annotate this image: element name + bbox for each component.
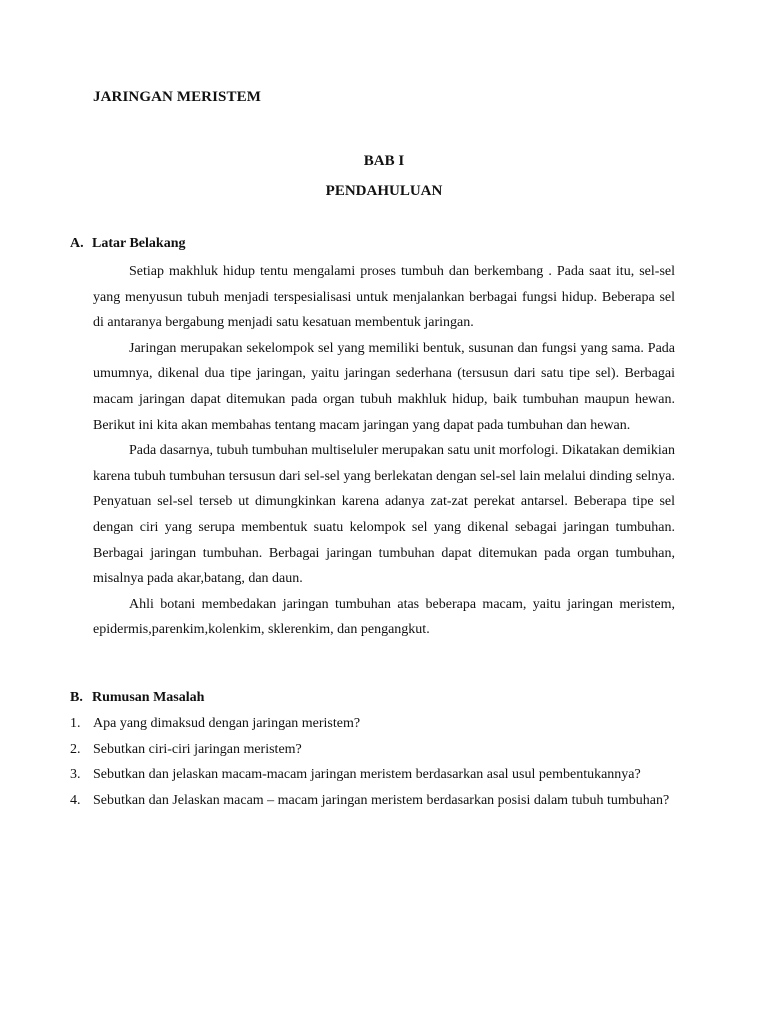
list-item-number: 1.	[70, 716, 81, 731]
chapter-number: BAB I	[363, 153, 405, 169]
section-b-heading	[70, 690, 204, 706]
section-a-title: Latar Belakang	[92, 236, 186, 251]
list-item	[70, 737, 690, 763]
list-item-text: Sebutkan dan jelaskan macam-macam jaringan meristem berdasarkan asal usul pembentukannya?	[93, 767, 641, 782]
chapter-title: PENDAHULUAN	[325, 183, 443, 199]
section-b-letter: B.	[70, 690, 83, 705]
list-item-number: 4.	[70, 792, 81, 808]
section-a-heading	[70, 236, 185, 252]
paragraph: Pada dasarnya, tubuh tumbuhan multiseluler merupakan satu unit morfologi. Dikatakan demikian karena tubuh tumbuhan tersusun dari sel-sel yang berlekatan dengan sel-sel lain melalui dinding selnya. Penyatuan sel-sel terseb ut dimungkinkan karena adanya zat-zat perekat antarsel. Beberapa tipe sel dengan ciri yang serupa membentuk suatu kelompok sel yang dikenal sebagai jaringan tumbuhan. Berbagai jaringan tumbuhan. Berbagai jaringan tumbuhan dapat ditemukan pada organ tumbuhan, misalnya pada akar,batang, dan daun.	[93, 443, 675, 587]
paragraph: Setiap makhluk hidup tentu mengalami proses tumbuh dan berkembang . Pada saat itu, sel-sel yang menyusun tubuh menjadi terspesialisasi untuk menjalankan berbagai fungsi hidup. Beberapa sel di antaranya bergabung menjadi satu kesatuan membentuk jaringan.	[93, 264, 675, 331]
paragraph: Jaringan merupakan sekelompok sel yang memiliki bentuk, susunan dan fungsi yang sama. Pada umumnya, dikenal dua tipe jaringan, yaitu jaringan sederhana (tersusun dari satu tipe sel). Berbagai macam jaringan dapat ditemukan pada organ tubuh makhluk hidup, baik tumbuhan maupun hewan. Berikut ini kita akan membahas tentang macam jaringan yang dapat pada tumbuhan dan hewan.	[93, 340, 675, 433]
list-item-number: 3.	[70, 767, 81, 782]
document-title: JARINGAN MERISTEM	[93, 89, 261, 105]
list-item-text: Sebutkan ciri-ciri jaringan meristem?	[93, 741, 302, 757]
section-a-letter: A.	[70, 236, 84, 251]
list-item	[70, 788, 690, 814]
list-item-number: 2.	[70, 741, 81, 757]
section-b-title: Rumusan Masalah	[92, 690, 205, 705]
list-item-text: Sebutkan dan Jelaskan macam – macam jaringan meristem berdasarkan posisi dalam tubuh tumbuhan?	[93, 792, 670, 808]
question-list	[70, 711, 690, 813]
paragraph: Ahli botani membedakan jaringan tumbuhan atas beberapa macam, yaitu jaringan meristem, epidermis,parenkim,kolenkim, sklerenkim, dan pengangkut.	[93, 596, 675, 638]
list-item-text: Apa yang dimaksud dengan jaringan meristem?	[93, 716, 361, 731]
list-item	[70, 762, 690, 788]
section-a-body	[93, 259, 675, 643]
list-item	[70, 711, 690, 737]
